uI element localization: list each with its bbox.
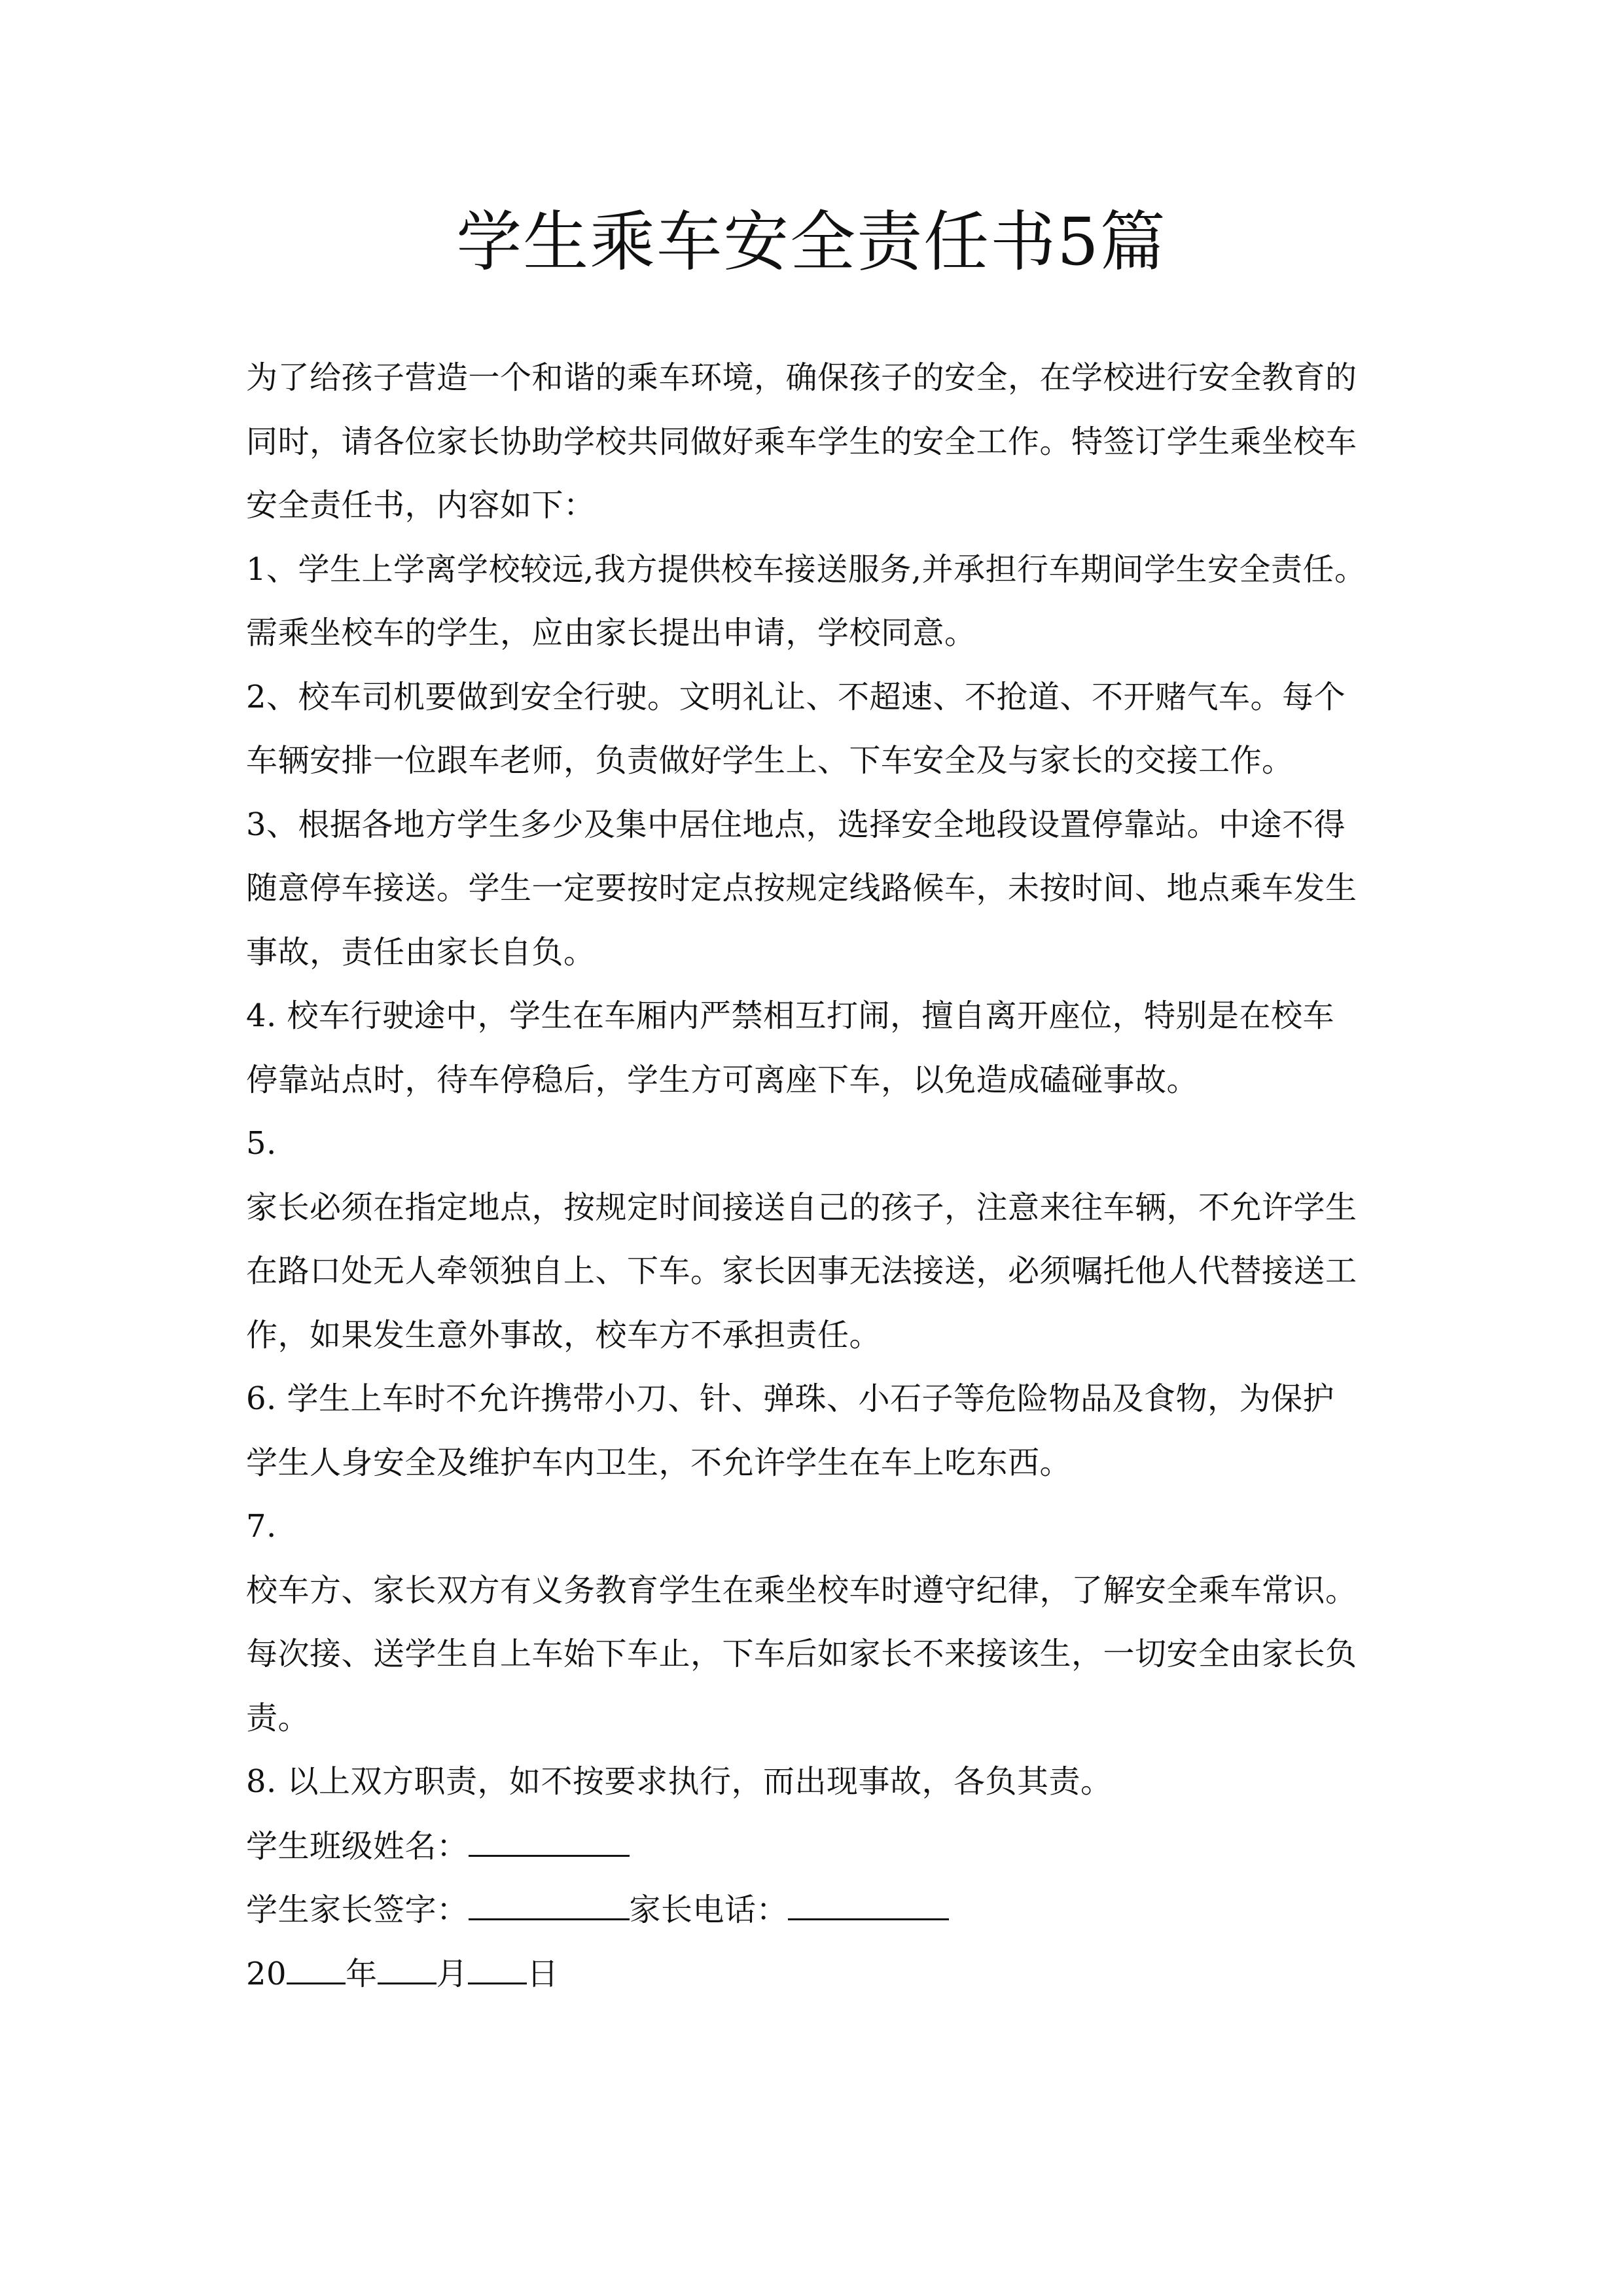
month-label: 月 — [436, 1955, 469, 1992]
year-label: 年 — [346, 1955, 378, 1992]
body-line: 校车方、家长双方有义务教育学生在乘坐校车时遵守纪律，了解安全乘车常识。 — [246, 1571, 1357, 1609]
day-label: 日 — [527, 1955, 559, 1992]
student-class-name-row — [246, 1826, 1411, 1890]
parent-signature-label: 学生家长签字： — [246, 1892, 469, 1928]
body-line: 同时，请各位家长协助学校共同做好乘车学生的安全工作。特签订学生乘坐校车 — [246, 423, 1357, 460]
body-line: 4. 校车行驶途中，学生在车厢内严禁相互打闹，擅自离开座位，特别是在校车 — [246, 997, 1335, 1034]
body-line: 停靠站点时，待车停稳后，学生方可离座下车，以免造成磕碰事故。 — [246, 1061, 1199, 1098]
body-line: 事故，责任由家长自负。 — [246, 933, 596, 971]
body-line: 1、学生上学离学校较远,我方提供校车接送服务,并承担行车期间学生安全责任。 — [246, 550, 1366, 588]
body-line: 随意停车接送。学生一定要按时定点按规定线路候车，未按时间、地点乘车发生 — [246, 870, 1357, 906]
body-line: 家长必须在指定地点，按规定时间接送自己的孩子，注意来往车辆，不允许学生 — [246, 1189, 1357, 1226]
parent-phone-blank[interactable] — [788, 1890, 949, 1920]
body-line: 安全责任书，内容如下： — [246, 487, 596, 524]
body-line: 需乘坐校车的学生，应由家长提出申请，学校同意。 — [246, 615, 976, 651]
student-class-name-label: 学生班级姓名： — [246, 1827, 469, 1865]
month-blank[interactable] — [378, 1954, 437, 1984]
body-line: 作，如果发生意外事故，校车方不承担责任。 — [246, 1316, 882, 1354]
day-blank[interactable] — [468, 1954, 527, 1984]
parent-signature-blank[interactable] — [469, 1890, 630, 1920]
body-line: 5. — [246, 1125, 277, 1162]
year-blank[interactable] — [287, 1954, 346, 1984]
parent-signature-row — [246, 1890, 1411, 1954]
parent-phone-label: 家长电话： — [629, 1892, 789, 1928]
document-title: 学生乘车安全责任书5篇 — [456, 204, 1167, 280]
body-line: 每次接、送学生自上车始下车止，下车后如家长不来接该生，一切安全由家长负 — [246, 1636, 1357, 1672]
body-line: 2、校车司机要做到安全行驶。文明礼让、不超速、不抢道、不开赌气车。每个 — [246, 678, 1346, 715]
body-line: 车辆安排一位跟车老师，负责做好学生上、下车安全及与家长的交接工作。 — [246, 742, 1294, 779]
document-body — [246, 358, 1411, 2017]
student-class-name-blank[interactable] — [469, 1826, 630, 1857]
body-line: 3、根据各地方学生多少及集中居住地点，选择安全地段设置停靠站。中途不得 — [246, 806, 1346, 843]
body-line: 责。 — [246, 1699, 310, 1736]
body-line: 6. 学生上车时不允许携带小刀、针、弹珠、小石子等危险物品及食物，为保护 — [246, 1380, 1335, 1417]
date-row — [246, 1954, 1411, 2018]
body-line: 为了给孩子营造一个和谐的乘车环境，确保孩子的安全，在学校进行安全教育的 — [246, 359, 1357, 396]
body-line: 7. — [246, 1508, 277, 1545]
body-line: 8. 以上双方职责，如不按要求执行，而出现事故，各负其责。 — [246, 1763, 1113, 1800]
body-line: 在路口处无人牵领独自上、下车。家长因事无法接送，必须嘱托他人代替接送工 — [246, 1253, 1357, 1289]
body-line: 学生人身安全及维护车内卫生，不允许学生在车上吃东西。 — [246, 1444, 1072, 1481]
date-prefix: 20 — [246, 1955, 287, 1992]
